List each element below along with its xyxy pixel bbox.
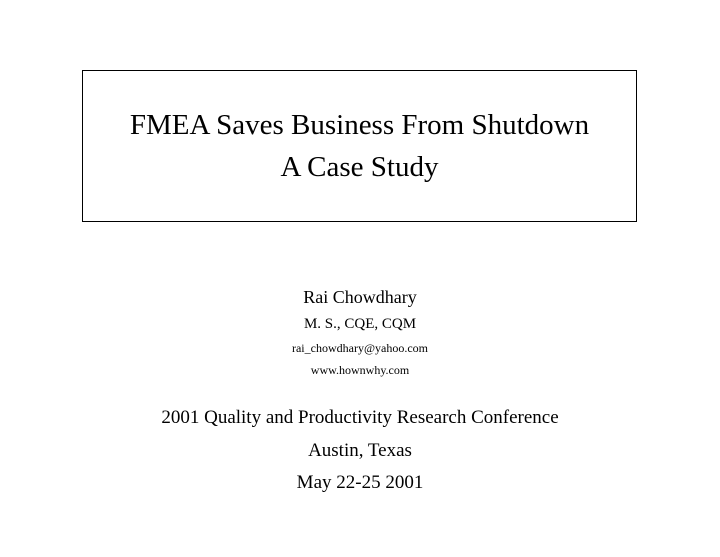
slide-subtitle: A Case Study	[280, 151, 439, 183]
author-website: www.hownwhy.com	[310, 363, 410, 377]
conference-location: Austin, Texas	[308, 440, 412, 461]
conference-name: 2001 Quality and Productivity Research Conference	[161, 407, 559, 428]
author-credentials: M. S., CQE, CQM	[303, 316, 417, 332]
slide-title: FMEA Saves Business From Shutdown	[129, 109, 590, 141]
title-box	[82, 70, 637, 222]
author-email: rai_chowdhary@yahoo.com	[291, 341, 428, 355]
conference-dates: May 22-25 2001	[296, 472, 424, 493]
author-name: Rai Chowdhary	[303, 287, 417, 307]
